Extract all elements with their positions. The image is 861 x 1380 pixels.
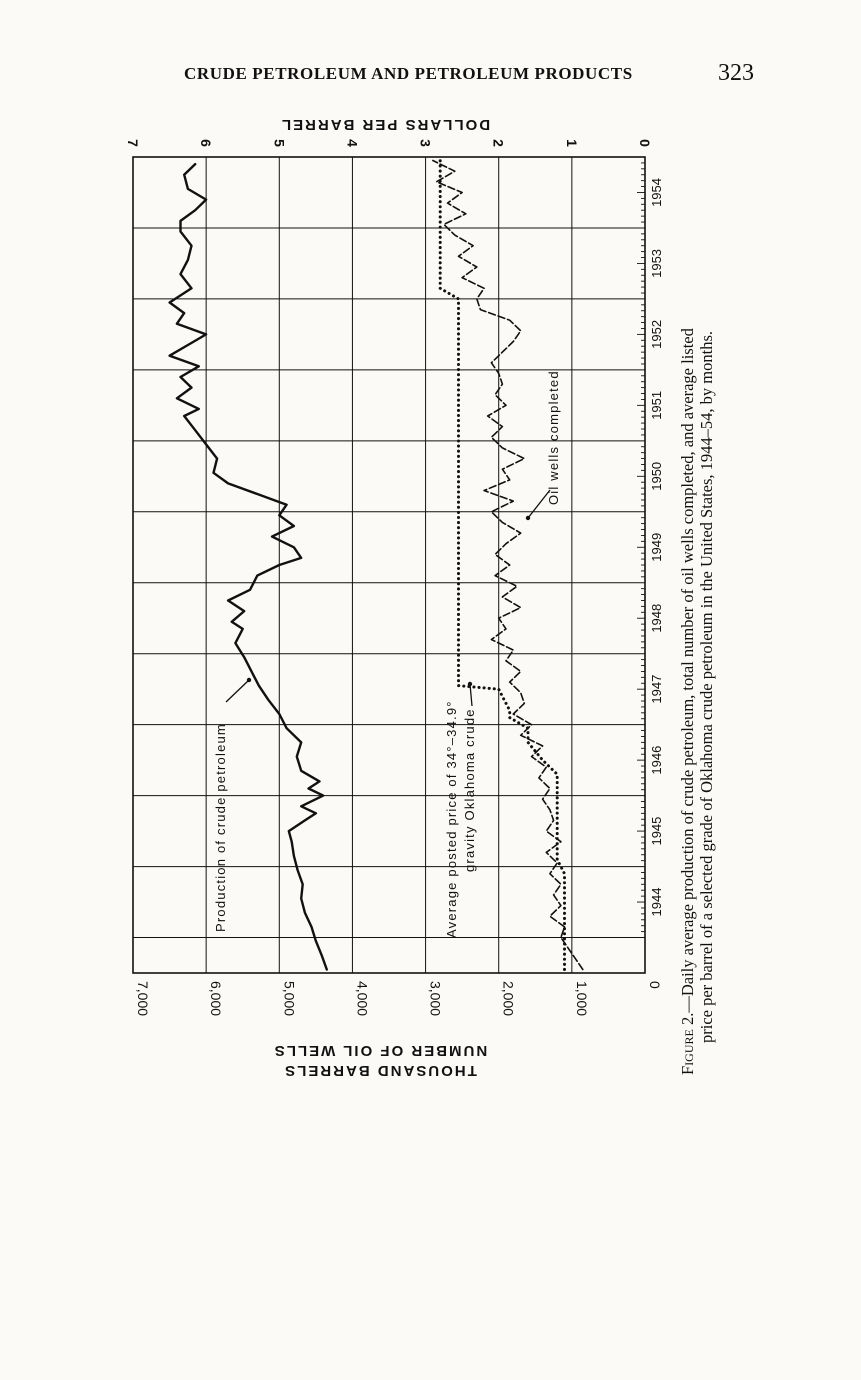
year-tick-label: 1953 [649,248,664,278]
series [170,161,583,970]
year-tick-label: 1946 [649,745,664,775]
left-axis-title [273,1042,487,1079]
right-axis-tick-label: 0 [637,139,653,147]
leader-production-arrowhead [247,678,251,682]
right-axis-tick-label: 1 [563,139,580,147]
caption-text-1: —Daily average production of crude petroleum, total number of oil wells completed, and average listed [678,328,697,1013]
caption-line-2: price per barrel of a selected grade of Oklahoma crude petroleum in the United States, 1944–54, by months. [697,330,716,1043]
leader-production [226,680,249,702]
left-axis-title-2: NUMBER OF OIL WELLS [272,1042,488,1059]
grid [133,157,645,973]
running-head: CRUDE PETROLEUM AND PETROLEUM PRODUCTS [184,64,633,83]
leader-wells-arrowhead [526,516,530,520]
left-axis-title-1: THOUSAND BARRELS [283,1062,477,1079]
left-axis-tick-label: 7,000 [135,981,151,1017]
left-axis-tick-label: 2,000 [500,981,517,1017]
left-axis-tick-label: 1,000 [573,981,590,1017]
year-tick-label: 1944 [649,887,664,917]
right-axis-tick-label: 3 [417,139,434,147]
left-axis-tick-label: 5,000 [281,981,298,1017]
series-line-0 [170,164,327,969]
year-tick-label: 1950 [649,461,664,491]
left-axis-tick-label: 6,000 [208,981,225,1017]
left-axis-tick-label: 0 [647,981,663,989]
year-tick-label: 1954 [649,178,664,207]
page-number: 323 [718,60,754,86]
year-tick-label: 1949 [649,532,664,562]
year-tick-label: 1952 [649,319,664,349]
right-axis-tick-label: 4 [344,139,361,147]
right-axis-tick-label: 2 [490,139,507,147]
annotation-price-line-2: gravity Oklahoma crude [462,708,477,872]
right-axis-tick-label: 5 [271,139,288,147]
year-tick-label: 1951 [649,390,664,420]
right-axis-tick-label: 6 [198,139,215,147]
figure-caption [678,327,716,1075]
caption-label: Figure 2. [678,1012,697,1075]
plot-frame [133,157,645,973]
right-axis-title: DOLLARS PER BARREL [279,116,491,133]
annotation-price-line-1: Average posted price of 34°–34.9° [444,700,459,938]
caption-line-1 [678,327,697,1075]
left-axis-tick-label: 3,000 [427,981,444,1017]
right-axis-tick-label: 7 [125,139,141,147]
leader-price [470,684,472,706]
year-tick-label: 1948 [649,603,664,633]
year-tick-label: 1945 [649,816,664,846]
year-tick-label: 1947 [649,674,664,704]
annotation-production: Production of crude petroleum [213,723,228,932]
left-axis-tick-label: 4,000 [354,981,371,1017]
annotation-wells: Oil wells completed [546,370,561,505]
leader-price-arrowhead [468,682,472,686]
